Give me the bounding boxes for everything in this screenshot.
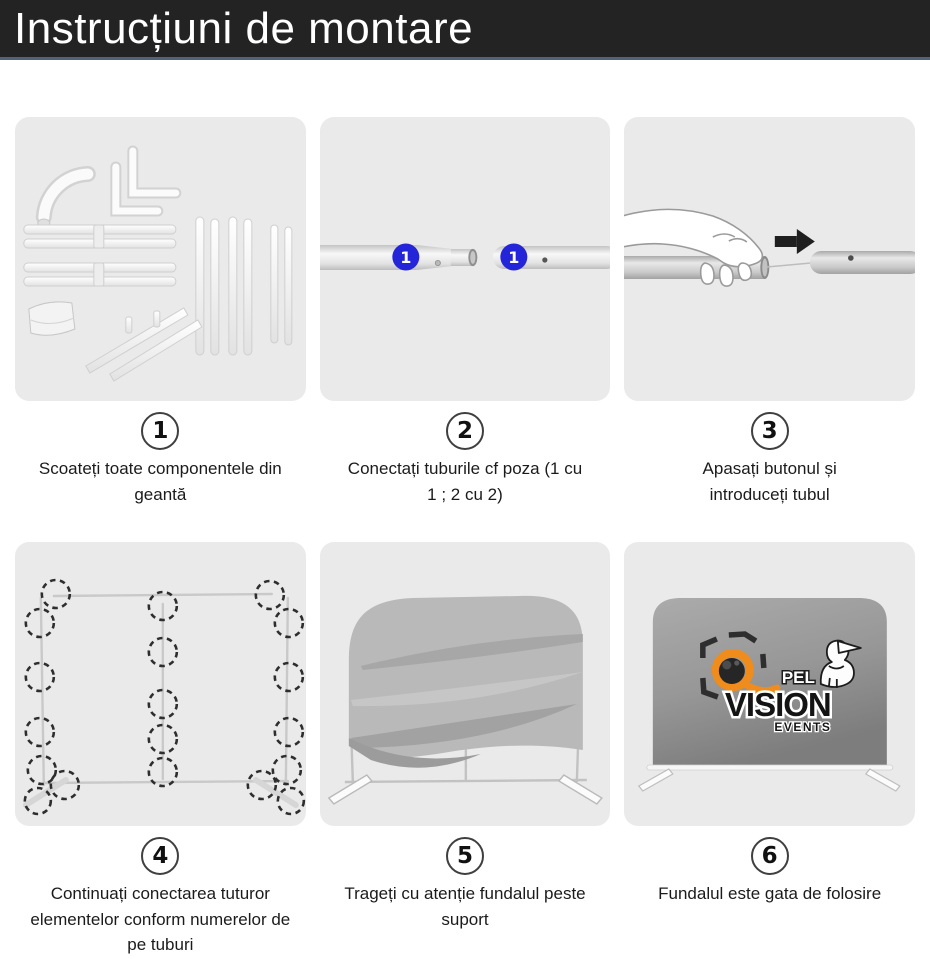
step-1-number: 1 xyxy=(152,418,169,444)
tube-marker-left: 1 xyxy=(399,248,412,267)
step-2-caption: Conectați tuburile cf poza (1 cu 1 ; 2 cu 2) xyxy=(347,459,583,504)
push-button-illustration xyxy=(624,117,915,401)
step-1 xyxy=(15,117,306,534)
step-1-caption: Scoateți toate componentele din geantă xyxy=(38,459,282,504)
step-4-image xyxy=(15,542,306,826)
page-header xyxy=(0,0,930,60)
step-6-image xyxy=(624,542,915,826)
step-3-number-badge xyxy=(751,412,789,450)
logo-events-text: EVENTS xyxy=(774,720,832,734)
step-6-caption: Fundalul este gata de folosire xyxy=(658,884,882,903)
step-2 xyxy=(320,117,611,534)
step-2-number: 2 xyxy=(456,418,473,444)
step-6-number-badge xyxy=(751,837,789,875)
tube-marker-right: 1 xyxy=(507,248,520,267)
steps-grid xyxy=(0,117,930,959)
pull-fabric-illustration xyxy=(320,542,611,826)
components-illustration xyxy=(15,117,306,401)
frame-assembly-illustration xyxy=(15,542,306,826)
step-4 xyxy=(15,542,306,959)
step-3-number: 3 xyxy=(761,418,778,444)
finished-backdrop-illustration xyxy=(624,542,915,826)
step-5-number-badge xyxy=(446,837,484,875)
step-5-number: 5 xyxy=(456,843,473,869)
step-4-number: 4 xyxy=(152,843,169,869)
page-title: Instrucțiuni de montare xyxy=(14,3,474,53)
step-5-caption: Trageți cu atenție fundalul peste suport xyxy=(344,884,586,929)
connect-tubes-illustration xyxy=(320,117,611,401)
step-4-number-badge xyxy=(141,837,179,875)
step-3 xyxy=(624,117,915,534)
step-3-caption: Apasați butonul și introduceți tubul xyxy=(702,459,837,504)
logo-pel-text: PEL xyxy=(782,668,816,687)
step-1-number-badge xyxy=(141,412,179,450)
step-2-number-badge xyxy=(446,412,484,450)
step-6-number: 6 xyxy=(761,843,778,869)
step-4-caption: Continuați conectarea tuturor elementelor conform numerelor de pe tuburi xyxy=(30,884,291,954)
step-6 xyxy=(624,542,915,959)
step-5-image xyxy=(320,542,611,826)
step-3-image xyxy=(624,117,915,401)
step-1-image xyxy=(15,117,306,401)
logo-vision-text: VISION xyxy=(725,686,832,723)
step-5 xyxy=(320,542,611,959)
step-2-image xyxy=(320,117,611,401)
